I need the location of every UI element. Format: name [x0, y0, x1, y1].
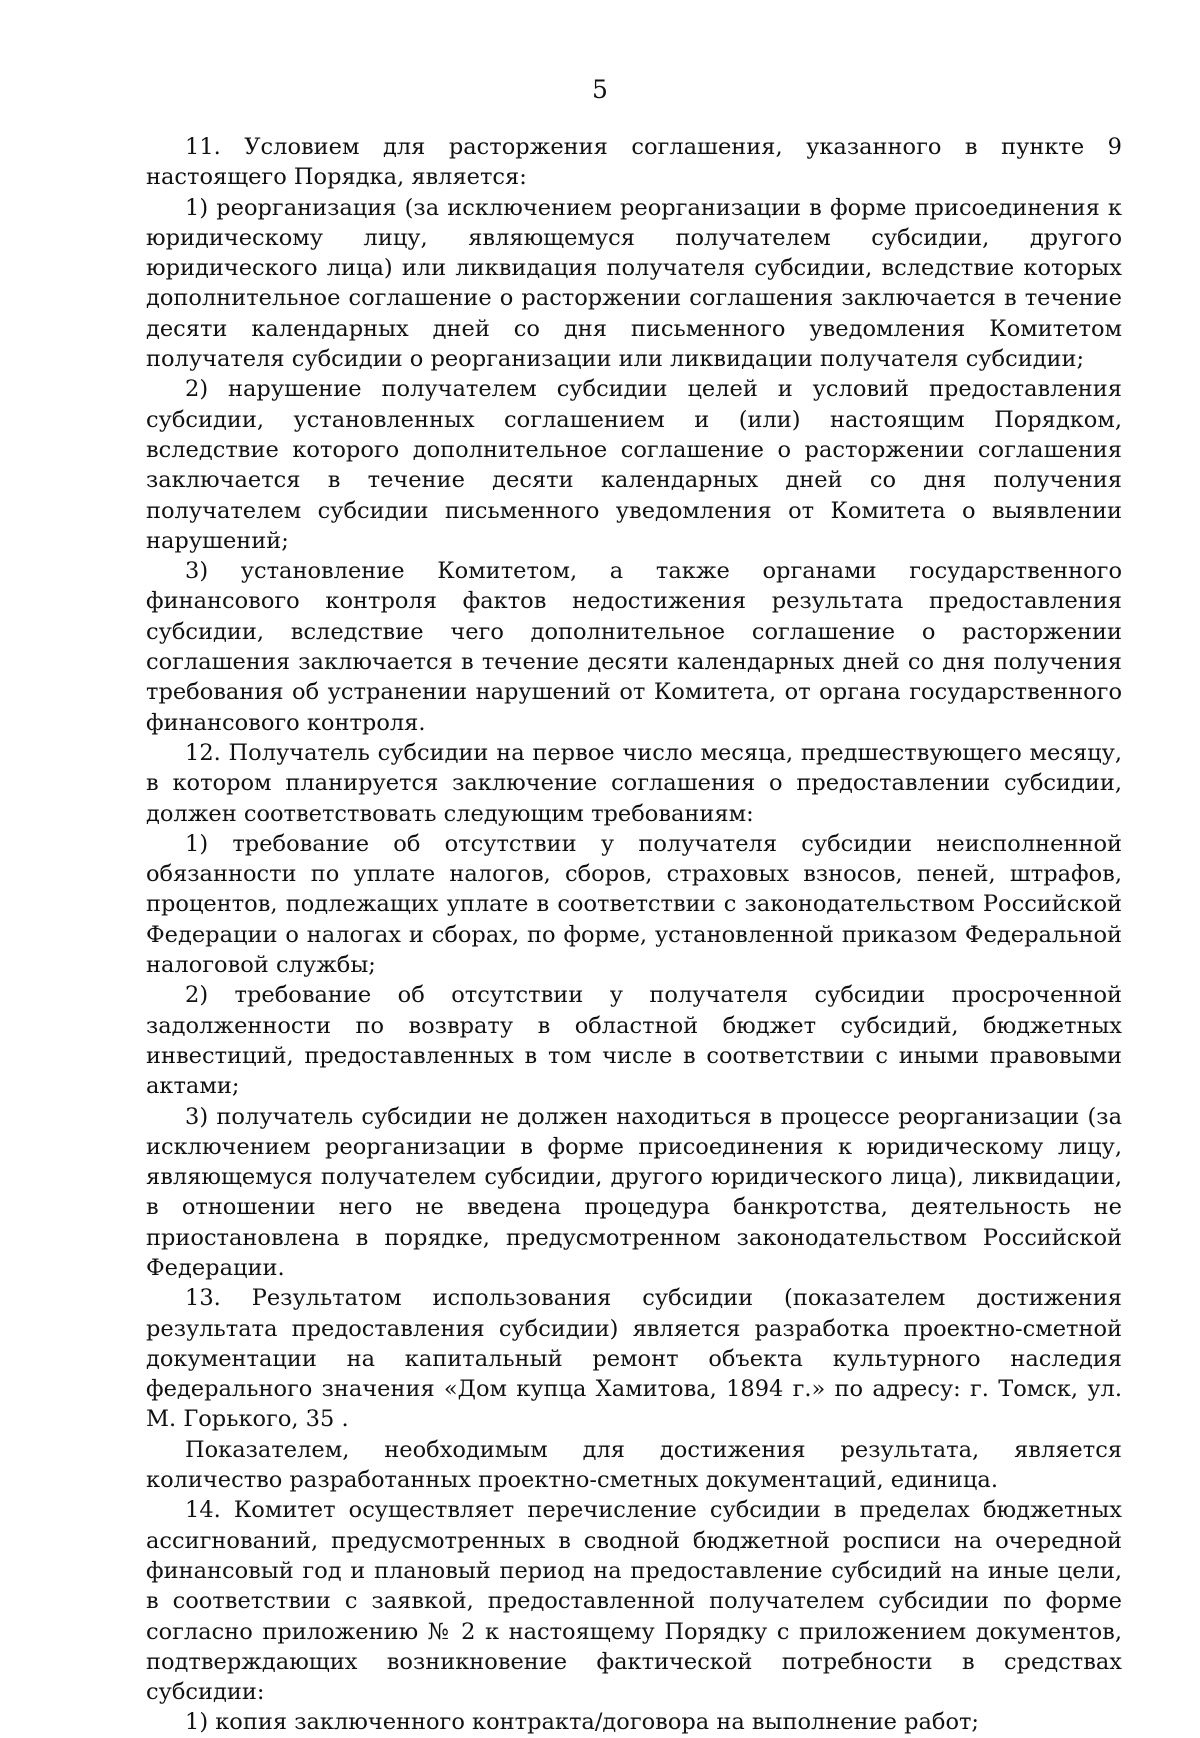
paragraph-12-item-2: 2) требование об отсутствии у получателя субсидии просроченной задолженности по возврату в областной бюджет субсидий, бюджетных инвестиций, предоставленных в том числе в соответствии с иными правовыми актами; [146, 982, 1122, 1100]
paragraph-12-item-3: 3) получатель субсидии не должен находиться в процессе реорганизации (за исключением реорганизации в форме присоединения к юридическому лицу, являющемуся получателем субсидии, другого юридического лица), ликвидации, в отношении него не введена процедура банкротства, деятельность не приостановлена в порядке, предусмотренном законодательством Российской Федерации. [146, 1103, 1122, 1281]
paragraph-12-item-1: 1) требование об отсутствии у получателя субсидии неисполненной обязанности по уплате налогов, сборов, страховых взносов, пеней, штрафов, процентов, подлежащих уплате в соответствии с законодательством Российской Федерации о налогах и сборах, по форме, установленной приказом Федеральной налоговой службы; [146, 830, 1122, 979]
paragraph-14: 14. Комитет осуществляет перечисление субсидии в пределах бюджетных ассигнований, предусмотренных в сводной бюджетной росписи на очередной финансовый год и плановый период на предоставление субсидий на иные цели, в соответствии с заявкой, предоставленной получателем субсидии по форме согласно приложению № 2 к настоящему Порядку с приложением документов, подтверждающих возникновение фактической потребности в средствах субсидии: [146, 1497, 1122, 1706]
paragraph-11-item-3: 3) установление Комитетом, а также органами государственного финансового контроля фактов недостижения результата предоставления субсидии, вследствие чего дополнительное соглашение о расторжении соглашения заключается в течение десяти календарных дней со дня получения требования об устранении нарушений от Комитета, от органа государственного финансового контроля. [146, 558, 1122, 736]
paragraph-11-item-1: 1) реорганизация (за исключением реорганизации в форме присоединения к юридическому лицу, являющемуся получателем субсидии, другого юридического лица) или ликвидация получателя субсидии, вследствие которых дополнительное соглашение о расторжении соглашения заключается в течение десяти календарных дней со дня письменного уведомления Комитетом получателя субсидии о реорганизации или ликвидации получателя субсидии; [146, 194, 1122, 373]
paragraph-12: 12. Получатель субсидии на первое число месяца, предшествующего месяцу, в котором планируется заключение соглашения о предоставлении субсидии, должен соответствовать следующим требованиям: [146, 739, 1122, 827]
paragraph-11: 11. Условием для расторжения соглашения, указанного в пункте 9 настоящего Порядка, является: [146, 134, 1122, 191]
paragraph-13: 13. Результатом использования субсидии (показателем достижения результата предоставления субсидии) является разработка проектно-сметной документации на капитальный ремонт объекта культурного наследия федерального значения «Дом купца Хамитова, 1894 г.» по адресу: г. Томск, ул. М. Горького, 35 . [146, 1285, 1122, 1433]
paragraph-11-item-2: 2) нарушение получателем субсидии целей и условий предоставления субсидии, установленных соглашением и (или) настоящим Порядком, вследствие которого дополнительное соглашение о расторжении соглашения заключается в течение десяти календарных дней со дня получения получателем субсидии письменного уведомления от Комитета о выявлении нарушений; [146, 376, 1122, 554]
paragraph-13-indicator: Показателем, необходимым для достижения результата, является количество разработанных проектно-сметных документаций, единица. [146, 1436, 1122, 1494]
document-body [146, 132, 1122, 1738]
page-number: 5 [592, 75, 608, 104]
paragraph-14-item-1: 1) копия заключенного контракта/договора на выполнение работ; [185, 1709, 980, 1736]
